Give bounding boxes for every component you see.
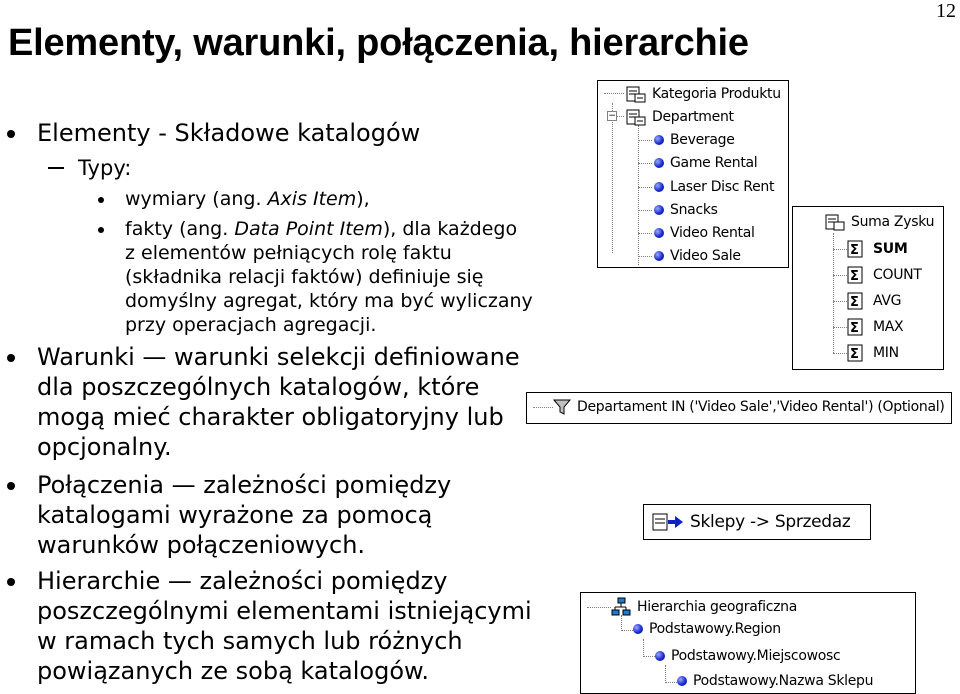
join-screenshot <box>643 504 871 540</box>
collapse-toggle[interactable]: − <box>608 111 616 121</box>
warunki-line-3: mogą mieć charakter obligatoryjny lub <box>37 403 504 431</box>
hierarchy-level-label: Podstawowy.Miejscowosc <box>671 648 841 664</box>
bullet-dot <box>7 482 15 490</box>
level-ball-icon <box>633 624 643 634</box>
tree-leaf-1[interactable] <box>654 155 757 171</box>
dimension-ball-icon <box>654 205 664 215</box>
hierarchy-level-label: Podstawowy.Region <box>649 621 781 637</box>
tree-leaf-3[interactable] <box>654 202 718 218</box>
svg-text:Σ: Σ <box>850 243 859 258</box>
condition-text: Departament IN ('Video Sale','Video Rental') (Optional) <box>577 399 945 415</box>
aggregate-label: SUM <box>873 241 908 257</box>
aggregate-label: MAX <box>873 319 904 335</box>
tree-leaf-label: Game Rental <box>670 155 758 171</box>
level-ball-icon <box>677 676 687 686</box>
tree-node-label: Kategoria Produktu <box>652 86 781 102</box>
warunki-line-2: dla poszczególnych katalogów, które <box>37 373 480 401</box>
tree-node-kategoria[interactable] <box>626 85 781 103</box>
sigma-icon <box>847 344 867 362</box>
tree-node-department[interactable] <box>626 108 734 126</box>
tree-leaf-label: Beverage <box>670 132 735 148</box>
sigma-icon <box>847 266 867 284</box>
measure-icon <box>825 213 845 231</box>
warunki-line-4: opcjonalny. <box>37 433 172 461</box>
tree-leaf-0[interactable] <box>654 132 735 148</box>
catalog-icon <box>626 108 646 126</box>
sigma-icon <box>847 240 867 258</box>
hierarchie-line-1: Hierarchie — zależności pomiędzy <box>37 567 448 595</box>
aggregate-max[interactable] <box>847 318 903 336</box>
warunki-line-1: Warunki — warunki selekcji definiowane <box>37 343 520 371</box>
bullet-dot <box>7 354 15 362</box>
sigma-icon <box>847 318 867 336</box>
tree-leaf-2[interactable] <box>654 179 774 195</box>
filter-icon <box>553 398 571 416</box>
fakty-prefix: fakty (ang. <box>125 218 235 240</box>
tree-leaf-label: Video Sale <box>670 248 741 264</box>
aggregate-min[interactable] <box>847 344 899 362</box>
catalog-tree-screenshot <box>597 80 789 268</box>
dash-mark <box>48 167 64 169</box>
slide-title: Elementy, warunki, połączenia, hierarchie <box>8 22 749 64</box>
hierarchy-screenshot <box>580 592 916 694</box>
aggregate-count[interactable] <box>847 266 922 284</box>
polaczenia-line-1: Połączenia — zależności pomiędzy <box>37 471 452 499</box>
bullet-dot-small <box>98 197 104 203</box>
aggregate-label: AVG <box>873 293 902 309</box>
svg-text:Σ: Σ <box>850 347 859 362</box>
fakty-line-4: domyślny agregat, który ma być wyliczany <box>125 290 533 312</box>
aggregate-avg[interactable] <box>847 292 901 310</box>
catalog-icon <box>626 85 646 103</box>
bullet-dot-small <box>98 227 104 233</box>
svg-text:Σ: Σ <box>850 321 859 336</box>
wymiary-italic: Axis Item <box>267 188 357 210</box>
condition-row[interactable] <box>553 398 945 416</box>
svg-text:Σ: Σ <box>850 295 859 310</box>
hierarchie-line-2: poszczególnymi elementami istniejącymi <box>37 597 532 625</box>
wymiary-suffix: ), <box>356 188 370 210</box>
dimension-ball-icon <box>654 158 664 168</box>
tree-node-label: Department <box>652 109 734 125</box>
dimension-ball-icon <box>654 228 664 238</box>
svg-text:Σ: Σ <box>850 269 859 284</box>
aggregate-label: MIN <box>873 345 899 361</box>
tree-leaf-label: Video Rental <box>670 225 755 241</box>
aggregate-sum[interactable] <box>847 240 907 258</box>
bullet-dot <box>7 578 15 586</box>
dimension-ball-icon <box>654 135 664 145</box>
page-number: 12 <box>936 0 956 22</box>
hierarchie-line-4: powiązanych ze sobą katalogów. <box>37 657 430 685</box>
level-ball-icon <box>655 651 665 661</box>
typy-text: Typy: <box>78 156 132 180</box>
wymiary-prefix: wymiary (ang. <box>125 188 268 210</box>
join-icon <box>652 511 684 533</box>
fakty-italic: Data Point Item <box>234 218 383 240</box>
dimension-ball-icon <box>654 251 664 261</box>
aggregate-label: COUNT <box>873 267 922 283</box>
join-row[interactable] <box>652 511 851 533</box>
hierarchy-icon <box>611 597 631 617</box>
bullet-elementy-text: Elementy - Składowe katalogów <box>37 119 421 147</box>
bullet-dot <box>7 130 15 138</box>
hierarchy-root[interactable] <box>611 597 797 617</box>
polaczenia-line-2: katalogami wyrażone za pomocą <box>37 501 433 529</box>
hierarchy-level-label: Podstawowy.Nazwa Sklepu <box>693 673 874 689</box>
tree-node-suma-zysku[interactable] <box>825 213 934 231</box>
condition-screenshot <box>526 392 952 424</box>
fakty-line-5: przy operacjach agregacji. <box>125 314 377 336</box>
hierarchy-root-label: Hierarchia geograficzna <box>637 599 798 615</box>
fakty-line-3: (składnika relacji faktów) definiuje się <box>125 266 484 288</box>
hierarchy-level-2[interactable] <box>677 673 873 689</box>
sub-bullet-typy <box>48 155 131 181</box>
dimension-ball-icon <box>654 182 664 192</box>
fakty-suffix: ), dla każdego <box>382 218 518 240</box>
hierarchy-level-0[interactable] <box>633 621 781 637</box>
tree-node-label: Suma Zysku <box>851 214 935 230</box>
sigma-icon <box>847 292 867 310</box>
tree-leaf-5[interactable] <box>654 248 741 264</box>
tree-leaf-4[interactable] <box>654 225 755 241</box>
hierarchie-line-3: w ramach tych samych lub różnych <box>37 627 463 655</box>
join-text: Sklepy -> Sprzedaz <box>690 512 851 532</box>
hierarchy-level-1[interactable] <box>655 648 840 664</box>
fakty-line-2: z elementów pełniących rolę faktu <box>125 242 452 264</box>
aggregates-screenshot <box>792 206 944 370</box>
polaczenia-line-3: warunków połączeniowych. <box>37 531 366 559</box>
tree-leaf-label: Snacks <box>670 202 718 218</box>
tree-leaf-label: Laser Disc Rent <box>670 179 775 195</box>
